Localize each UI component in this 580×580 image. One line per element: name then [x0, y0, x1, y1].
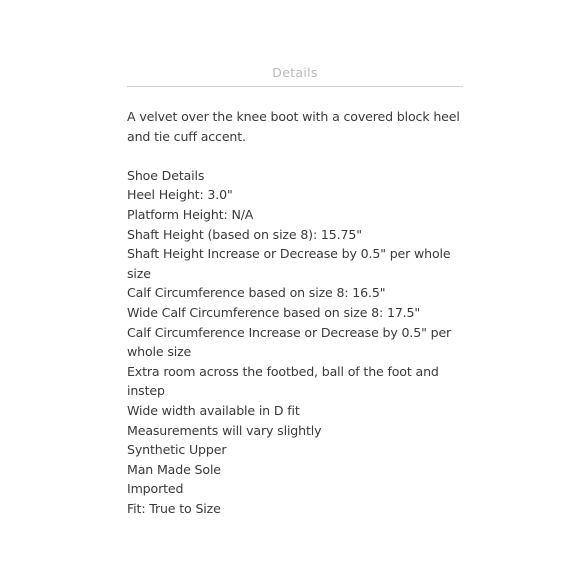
detail-item: Platform Height: N/A [127, 206, 254, 222]
detail-item: Measurements will vary slightly [127, 422, 322, 438]
detail-item: Shaft Height (based on size 8): 15.75" [127, 226, 362, 242]
detail-item: Wide width available in D fit [127, 402, 300, 418]
detail-item: Extra room across the footbed, ball of the foot and instep [127, 363, 439, 399]
detail-item: Shaft Height Increase or Decrease by 0.5" per whole size [127, 246, 451, 281]
detail-item: Calf Circumference Increase or Decrease by 0.5" per whole size [127, 324, 452, 360]
detail-item: Fit: True to Size [127, 500, 221, 516]
shoe-details-heading: Shoe Details [127, 167, 205, 183]
detail-item: Synthetic Upper [127, 442, 227, 458]
details-content [127, 107, 463, 518]
detail-item: Heel Height: 3.0" [127, 187, 233, 203]
tab-divider [127, 86, 463, 87]
product-details-panel [127, 62, 463, 518]
detail-item: Man Made Sole [127, 461, 221, 477]
detail-item: Calf Circumference based on size 8: 16.5" [127, 285, 386, 301]
product-description: A velvet over the knee boot with a covered block heel and tie cuff accent. [127, 109, 460, 144]
shoe-details-list [127, 185, 463, 518]
details-tab[interactable]: Details [272, 65, 318, 80]
detail-item: Wide Calf Circumference based on size 8: 17.5" [127, 304, 421, 320]
detail-item: Imported [127, 481, 184, 497]
